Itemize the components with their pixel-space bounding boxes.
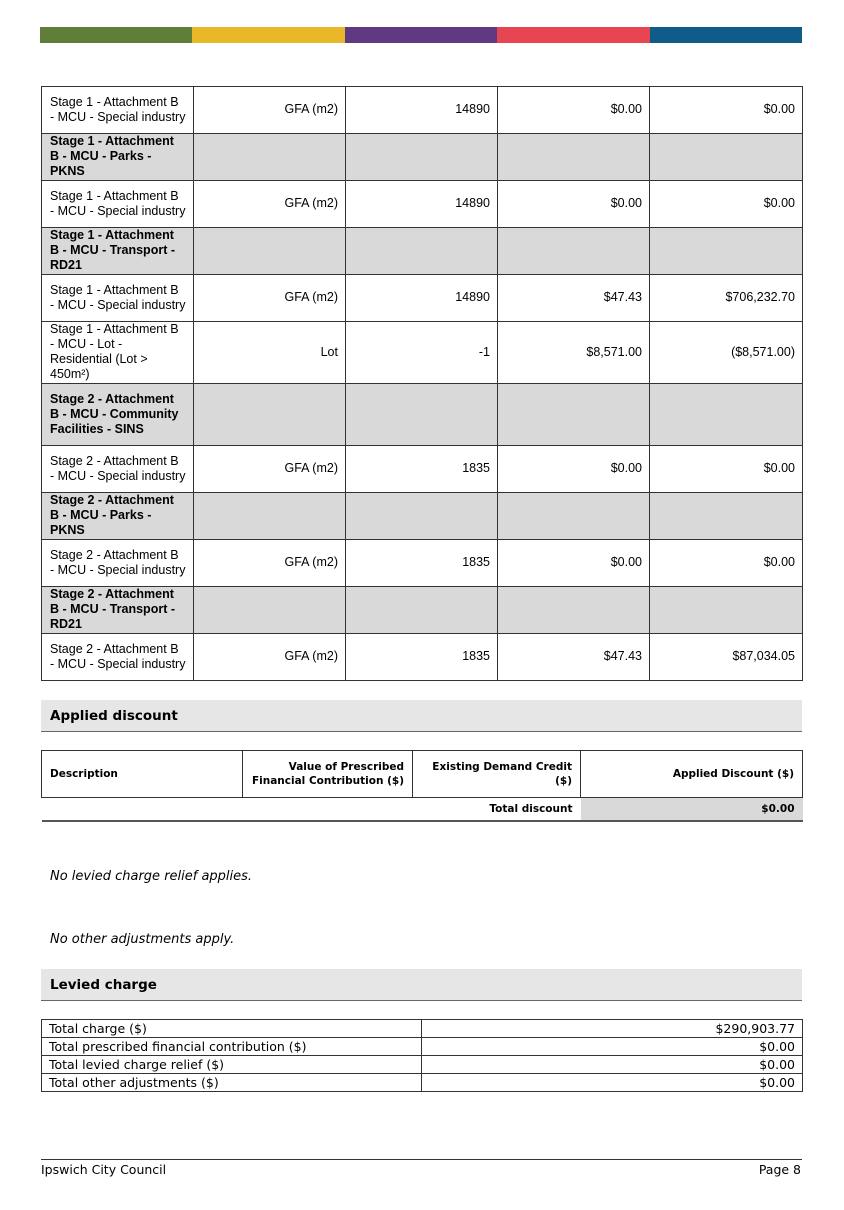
- color-band: [497, 27, 649, 43]
- color-band: [40, 27, 192, 43]
- empty-cell: [194, 134, 346, 181]
- table-row-group-header: [42, 134, 803, 181]
- empty-cell: [194, 228, 346, 275]
- empty-cell: [650, 134, 803, 181]
- charge-unit: GFA (m2): [194, 446, 346, 493]
- charge-rate: $8,571.00: [498, 322, 650, 384]
- empty-cell: [346, 228, 498, 275]
- empty-cell: [650, 228, 803, 275]
- table-row: [42, 322, 803, 384]
- charge-description: Stage 1 - Attachment B - MCU - Lot - Residential (Lot > 450m²): [42, 322, 194, 384]
- total-discount-value: $0.00: [581, 798, 803, 822]
- charge-quantity: -1: [346, 322, 498, 384]
- levied-row-label: Total prescribed financial contribution ($): [42, 1038, 422, 1056]
- table-row: [42, 634, 803, 681]
- charge-unit: GFA (m2): [194, 634, 346, 681]
- group-header-label: Stage 2 - Attachment B - MCU - Community Facilities - SINS: [42, 384, 194, 446]
- levied-row-label: Total charge ($): [42, 1020, 422, 1038]
- group-header-label: Stage 2 - Attachment B - MCU - Transport - RD21: [42, 587, 194, 634]
- empty-cell: [498, 384, 650, 446]
- footer-organisation: Ipswich City Council: [41, 1162, 167, 1177]
- levied-row-value: $0.00: [422, 1038, 803, 1056]
- charge-amount: $87,034.05: [650, 634, 803, 681]
- total-discount-row: [42, 798, 803, 822]
- charge-description: Stage 1 - Attachment B - MCU - Special industry: [42, 87, 194, 134]
- empty-cell: [650, 384, 803, 446]
- charge-unit: GFA (m2): [194, 181, 346, 228]
- empty-cell: [650, 493, 803, 540]
- table-row: [42, 1074, 803, 1092]
- group-header-label: Stage 1 - Attachment B - MCU - Transport - RD21: [42, 228, 194, 275]
- brand-color-bar: [40, 27, 802, 43]
- charge-amount: $0.00: [650, 540, 803, 587]
- charge-description: Stage 1 - Attachment B - MCU - Special industry: [42, 275, 194, 322]
- empty-cell: [346, 587, 498, 634]
- charge-amount: $0.00: [650, 87, 803, 134]
- empty-cell: [346, 384, 498, 446]
- total-discount-label: Total discount: [42, 798, 581, 822]
- levied-row-label: Total levied charge relief ($): [42, 1056, 422, 1074]
- column-header: Description: [42, 751, 243, 798]
- charge-quantity: 1835: [346, 446, 498, 493]
- table-row-group-header: [42, 228, 803, 275]
- charge-quantity: 1835: [346, 634, 498, 681]
- table-row: [42, 1038, 803, 1056]
- charge-quantity: 14890: [346, 181, 498, 228]
- adjustments-note: No other adjustments apply.: [50, 932, 235, 947]
- charge-description: Stage 2 - Attachment B - MCU - Special industry: [42, 634, 194, 681]
- charge-amount: $706,232.70: [650, 275, 803, 322]
- column-header: Applied Discount ($): [581, 751, 803, 798]
- charge-description: Stage 2 - Attachment B - MCU - Special industry: [42, 540, 194, 587]
- charge-quantity: 14890: [346, 87, 498, 134]
- charge-unit: GFA (m2): [194, 275, 346, 322]
- footer-divider: [41, 1159, 802, 1160]
- charge-description: Stage 1 - Attachment B - MCU - Special industry: [42, 181, 194, 228]
- table-row: [42, 1020, 803, 1038]
- table-row: [42, 181, 803, 228]
- table-row-group-header: [42, 587, 803, 634]
- color-band: [650, 27, 802, 43]
- table-row: [42, 446, 803, 493]
- levied-row-label: Total other adjustments ($): [42, 1074, 422, 1092]
- levied-row-value: $290,903.77: [422, 1020, 803, 1038]
- empty-cell: [194, 493, 346, 540]
- empty-cell: [498, 587, 650, 634]
- empty-cell: [498, 134, 650, 181]
- levied-row-value: $0.00: [422, 1056, 803, 1074]
- charges-table: [41, 86, 803, 681]
- charge-rate: $0.00: [498, 181, 650, 228]
- applied-discount-table: [41, 750, 803, 822]
- empty-cell: [346, 493, 498, 540]
- section-heading-applied-discount: Applied discount: [41, 700, 802, 732]
- charge-rate: $0.00: [498, 87, 650, 134]
- column-header: Existing Demand Credit ($): [413, 751, 581, 798]
- charge-description: Stage 2 - Attachment B - MCU - Special industry: [42, 446, 194, 493]
- charge-rate: $47.43: [498, 634, 650, 681]
- group-header-label: Stage 2 - Attachment B - MCU - Parks - PKNS: [42, 493, 194, 540]
- levied-charge-table: [41, 1019, 803, 1092]
- empty-cell: [650, 587, 803, 634]
- levied-row-value: $0.00: [422, 1074, 803, 1092]
- charge-unit: GFA (m2): [194, 87, 346, 134]
- column-header: Value of Prescribed Financial Contribution ($): [243, 751, 413, 798]
- charge-amount: $0.00: [650, 446, 803, 493]
- color-band: [345, 27, 497, 43]
- table-row-group-header: [42, 493, 803, 540]
- charge-rate: $47.43: [498, 275, 650, 322]
- charge-unit: Lot: [194, 322, 346, 384]
- charge-unit: GFA (m2): [194, 540, 346, 587]
- empty-cell: [498, 493, 650, 540]
- empty-cell: [194, 384, 346, 446]
- group-header-label: Stage 1 - Attachment B - MCU - Parks - PKNS: [42, 134, 194, 181]
- table-header-row: [42, 751, 803, 798]
- table-row: [42, 1056, 803, 1074]
- charge-quantity: 1835: [346, 540, 498, 587]
- section-heading-levied-charge: Levied charge: [41, 969, 802, 1001]
- empty-cell: [194, 587, 346, 634]
- charge-amount: ($8,571.00): [650, 322, 803, 384]
- charge-rate: $0.00: [498, 540, 650, 587]
- relief-note: No levied charge relief applies.: [50, 869, 253, 884]
- table-row: [42, 540, 803, 587]
- charge-amount: $0.00: [650, 181, 803, 228]
- charge-rate: $0.00: [498, 446, 650, 493]
- table-row-group-header: [42, 384, 803, 446]
- table-row: [42, 87, 803, 134]
- color-band: [192, 27, 344, 43]
- table-row: [42, 275, 803, 322]
- charge-quantity: 14890: [346, 275, 498, 322]
- footer-page-number: Page 8: [758, 1162, 801, 1177]
- empty-cell: [346, 134, 498, 181]
- empty-cell: [498, 228, 650, 275]
